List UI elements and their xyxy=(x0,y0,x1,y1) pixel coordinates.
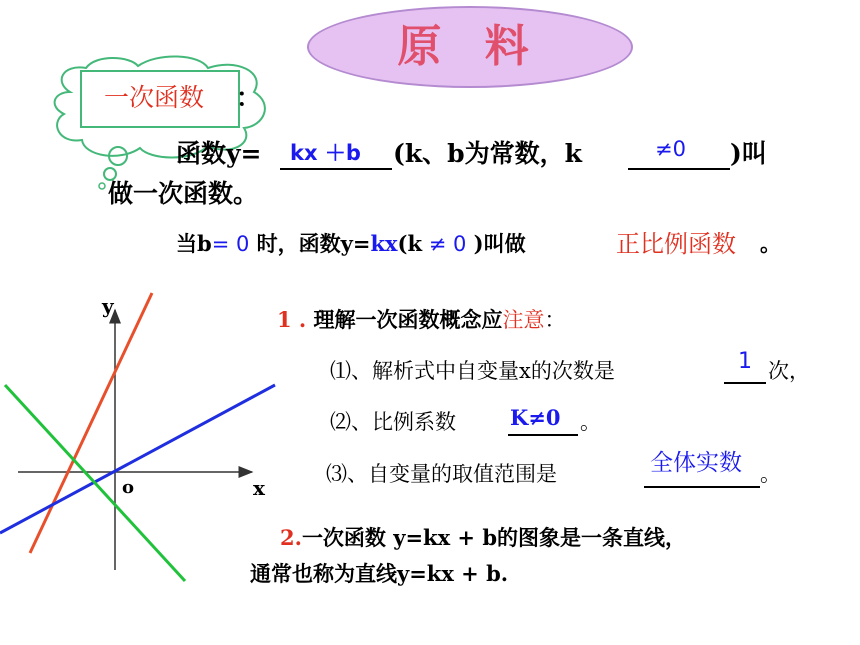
page-title: 原 料 xyxy=(397,21,543,72)
prop-end: 。 xyxy=(760,231,781,256)
origin-label: o xyxy=(122,477,135,498)
sub1-pre: ⑴、解析式中自变量x的次数是 xyxy=(330,359,615,383)
prop-kx: kx xyxy=(370,231,398,256)
prop-neq: ≠ 0 xyxy=(428,232,467,256)
cloud-bubble-3 xyxy=(99,183,105,189)
blank-k xyxy=(628,168,730,170)
note1-number: 1 . xyxy=(277,307,307,332)
note2-line2: 通常也称为直线y=kx + b. xyxy=(250,561,509,586)
sub2-pre: ⑵、比例系数 xyxy=(330,410,456,434)
sub1-post: 次， xyxy=(768,359,810,383)
definition-line1-post: )叫 xyxy=(730,139,767,168)
blank-sub3 xyxy=(644,486,760,488)
answer-k: ≠0 xyxy=(655,137,686,161)
prop-answer: 正比例函数 xyxy=(616,230,736,258)
answer-expression: kx ＋b xyxy=(290,141,361,165)
sub1-answer: 1 xyxy=(738,349,752,374)
prop-pre: 当b xyxy=(176,231,212,256)
note1-end: ： xyxy=(544,308,566,332)
prop-mid: 时，函数y= xyxy=(249,231,371,256)
sub3-answer: 全体实数 xyxy=(650,450,742,476)
note2-number: 2. xyxy=(280,525,302,550)
definition-line1-mid: (k、b为常数，k xyxy=(393,139,582,168)
definition-line2: 做一次函数。 xyxy=(108,179,259,208)
x-axis-label: x xyxy=(253,476,265,500)
sub3-post: 。 xyxy=(760,462,781,486)
graph-line-blue xyxy=(0,385,275,533)
definition-line1-pre: 函数y= xyxy=(176,139,262,168)
note1-text: 理解一次函数概念应 xyxy=(306,307,503,332)
definition-heading: 一次函数 xyxy=(104,83,205,112)
blank-expression xyxy=(280,168,392,170)
coordinate-graph xyxy=(0,285,290,585)
blank-sub2 xyxy=(508,434,578,436)
sub2-post: 。 xyxy=(580,410,601,434)
definition-colon: ： xyxy=(236,83,262,112)
note2-text: 一次函数 y=kx + b的图象是一条直线， xyxy=(301,525,687,550)
prop-paren-open: (k xyxy=(397,231,423,256)
blank-sub1 xyxy=(724,382,766,384)
y-axis-label: y xyxy=(102,294,114,318)
sub3-pre: ⑶、自变量的取值范围是 xyxy=(326,462,557,486)
prop-eq: = 0 xyxy=(211,232,250,256)
prop-paren-close: )叫做 xyxy=(473,231,526,256)
note1-emphasis: 注意 xyxy=(502,308,545,332)
sub2-answer: K≠0 xyxy=(510,405,561,430)
graph-line-red xyxy=(30,293,152,553)
